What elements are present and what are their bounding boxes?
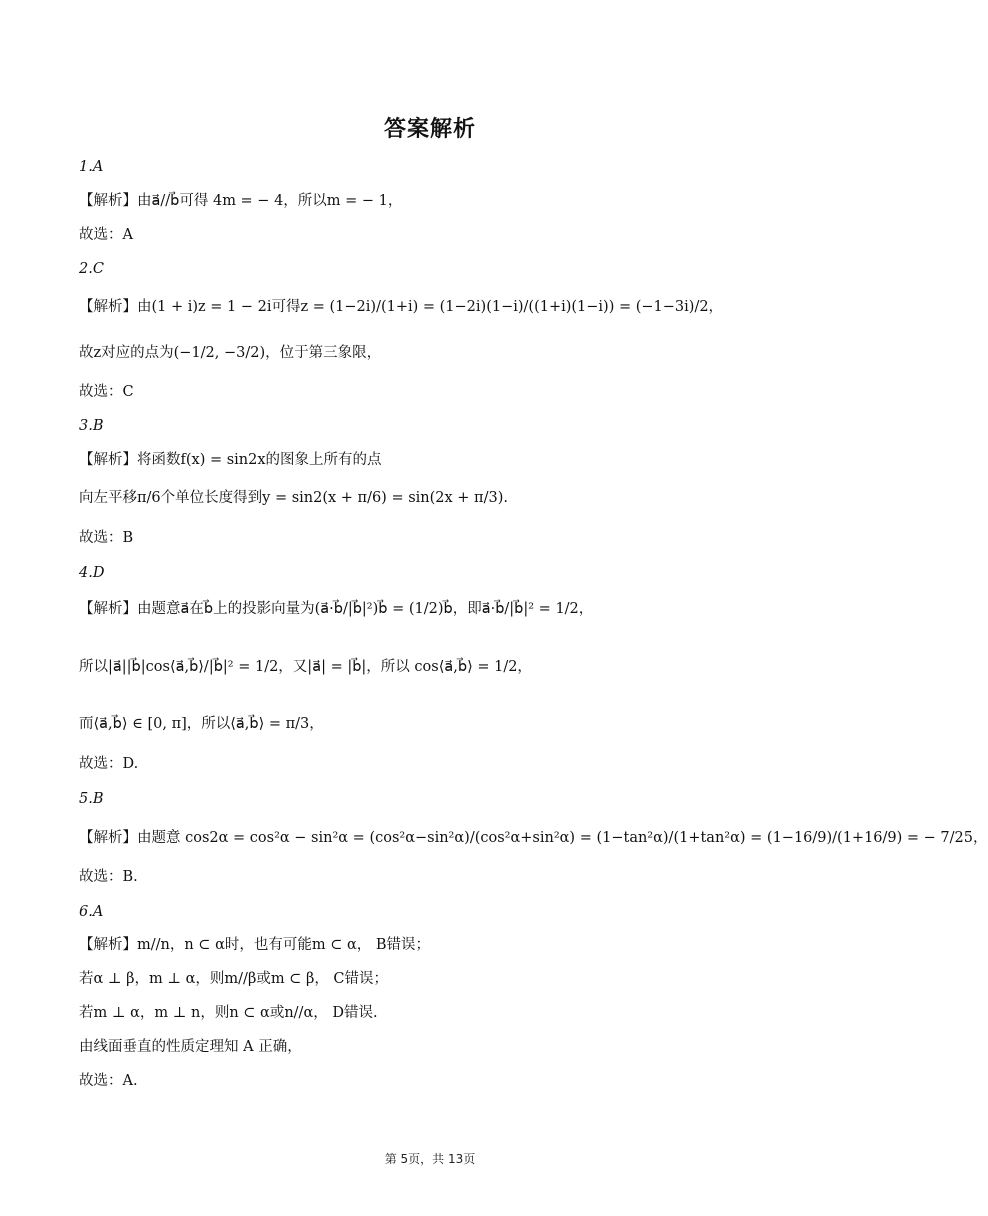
q6-line-2: 若α ⊥ β，m ⊥ α，则m//β或m ⊂ β， C错误； <box>79 971 389 987</box>
answer-1: 1.A <box>79 159 104 175</box>
q2-line-3: 故选：C <box>79 384 134 400</box>
page-title: 答案解析 <box>383 117 476 142</box>
answer-4: 4.D <box>79 565 105 581</box>
page-footer: 第 5页，共 13页 <box>384 1152 476 1166</box>
q5-line-2: 故选：B. <box>79 869 138 885</box>
q1-line-2: 故选：A <box>79 227 133 243</box>
q4-line-4: 故选：D. <box>79 756 139 772</box>
answer-3: 3.B <box>79 418 104 434</box>
q3-line-1: 【解析】将函数f(x) = sin2x的图象上所有的点 <box>79 452 382 468</box>
q4-line-2: 所以|a⃗||b⃗|cos⟨a⃗,b⃗⟩/|b⃗|² = 1/2，又|a⃗| = |b⃗|，所以 cos⟨a⃗,b⃗⟩ = 1/2， <box>79 659 532 675</box>
q6-line-4: 由线面垂直的性质定理知 A 正确， <box>79 1039 302 1055</box>
q6-line-1: 【解析】m//n，n ⊂ α时，也有可能m ⊂ α， B错误； <box>79 937 431 953</box>
q5-line-1: 【解析】由题意 cos2α = cos²α − sin²α = (cos²α−sin²α)/(cos²α+sin²α) = (1−tan²α)/(1+tan²α) = (1−16/9)/(1+16/9) = − 7/25， <box>79 830 988 846</box>
q6-line-5: 故选：A. <box>79 1073 138 1089</box>
q4-line-3: 而⟨a⃗,b⃗⟩ ∈ [0, π]，所以⟨a⃗,b⃗⟩ = π/3， <box>79 716 324 732</box>
answer-5: 5.B <box>79 791 104 807</box>
q3-line-3: 故选：B <box>79 530 134 546</box>
q1-line-1: 【解析】由a⃗//b⃗可得 4m = − 4，所以m = − 1， <box>79 193 403 209</box>
answer-6: 6.A <box>79 904 104 920</box>
answer-2: 2.C <box>79 261 104 277</box>
q2-line-2: 故z对应的点为(−1/2, −3/2)，位于第三象限， <box>79 345 382 361</box>
q2-line-1: 【解析】由(1 + i)z = 1 − 2i可得z = (1−2i)/(1+i) = (1−2i)(1−i)/((1+i)(1−i)) = (−1−3i)/2， <box>79 299 724 315</box>
q6-line-3: 若m ⊥ α，m ⊥ n，则n ⊂ α或n//α， D错误. <box>79 1005 378 1021</box>
q3-line-2: 向左平移π/6个单位长度得到y = sin2(x + π/6) = sin(2x + π/3). <box>79 490 508 506</box>
q4-line-1: 【解析】由题意a⃗在b⃗上的投影向量为(a⃗·b⃗/|b⃗|²)b⃗ = (1/2)b⃗，即a⃗·b⃗/|b⃗|² = 1/2， <box>79 601 594 617</box>
